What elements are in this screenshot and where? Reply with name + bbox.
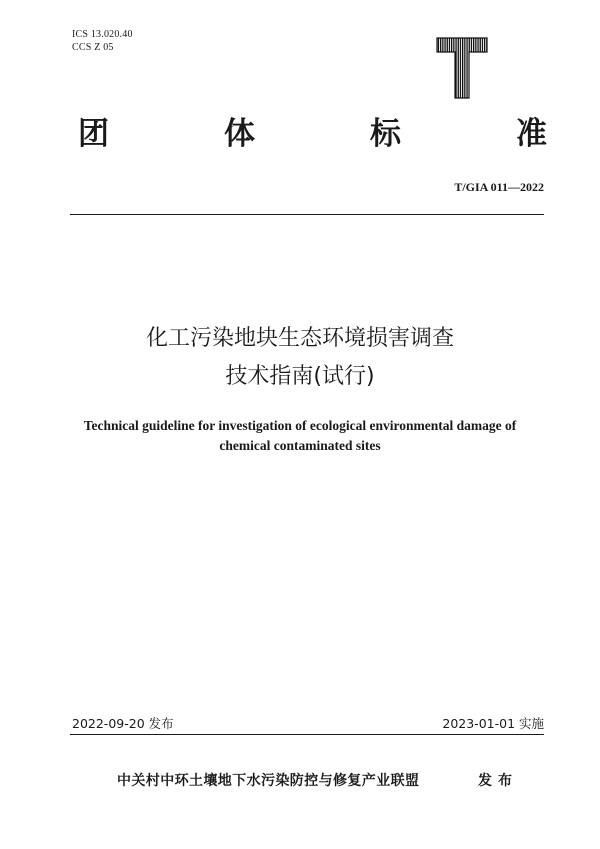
issue-label: 发布 [478, 773, 518, 789]
title-line-1: 化工污染地块生态环境损害调查 [145, 326, 454, 351]
heading-char: 准 [516, 116, 547, 152]
logo-letter: T [0, 0, 1, 1]
english-title-line-2: chemical contaminated sites [219, 438, 381, 453]
heading-char: 体 [224, 116, 255, 152]
issuing-organization: 中关村中环土壤地下水污染防控与修复产业联盟 [117, 773, 420, 789]
ics-code: ICS 13.020.40 [72, 29, 133, 40]
standard-t-logo [0, 0, 600, 120]
english-title [40, 416, 560, 456]
heading-char: 团 [78, 116, 109, 152]
bottom-divider [70, 734, 544, 735]
document-type-heading [78, 112, 550, 162]
ccs-code: CCS Z 05 [72, 42, 114, 53]
standard-number: T/GIA 011—2022 [454, 180, 544, 194]
issue-date: 2022-09-20 发布 [72, 716, 174, 731]
implementation-date: 2023-01-01 实施 [442, 716, 544, 731]
top-divider [70, 214, 544, 215]
english-title-line-1: Technical guideline for investigation of ecological environmental damage of [83, 418, 517, 433]
title-line-2: 技术指南(试行) [225, 364, 375, 389]
heading-char: 标 [370, 116, 401, 152]
